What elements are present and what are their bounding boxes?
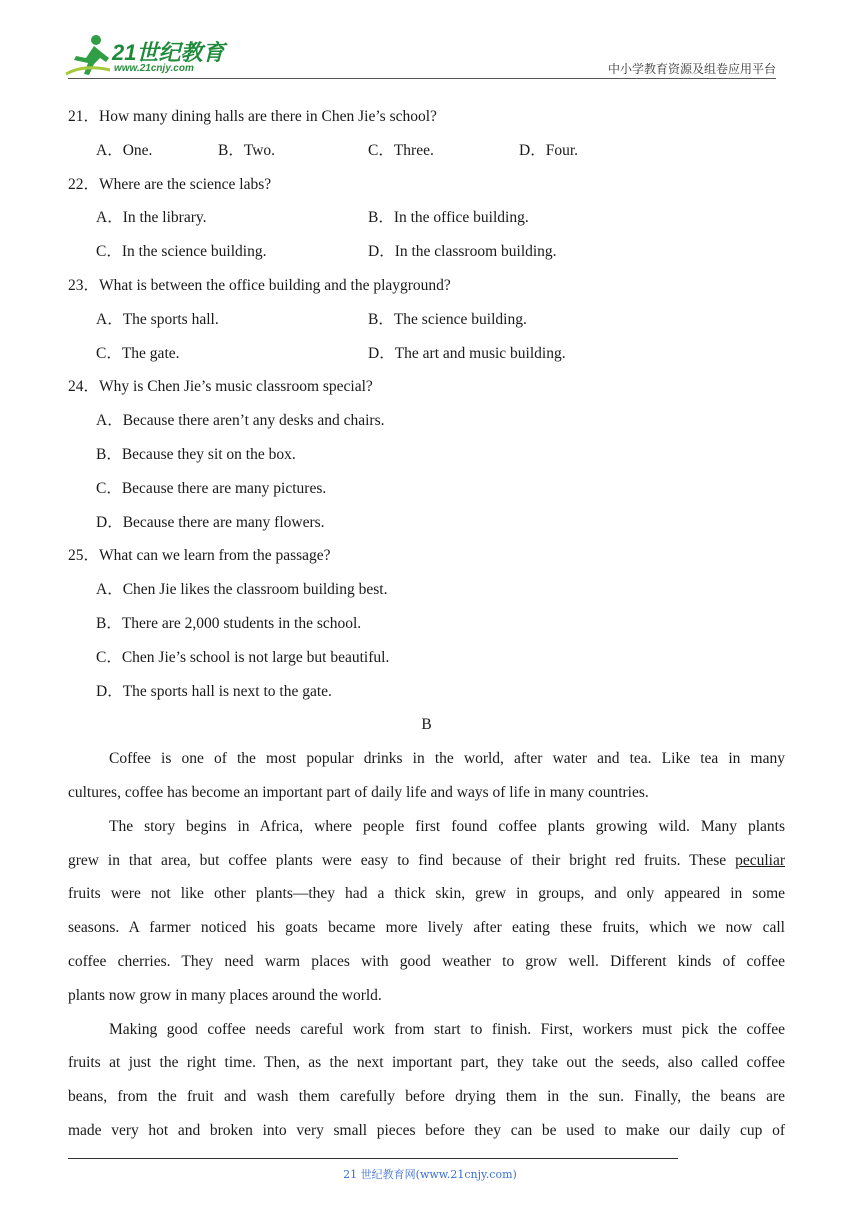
passage-line: made very hot and broken into very small pieces before they can be used to make our daily cup of	[68, 1121, 785, 1139]
logo-url-text: www.21cnjy.com	[114, 63, 194, 74]
option-c: C．Because there are many pictures.	[96, 479, 327, 497]
question-number: 25．	[68, 547, 100, 565]
question-text: How many dining halls are there in Chen Jie’s school?	[99, 108, 437, 125]
option-b: B．There are 2,000 students in the school.	[96, 614, 362, 632]
passage-line: coffee cherries. They need warm places with good weather to grow well. Different kinds of coffee	[68, 952, 785, 970]
option-b: B．In the office building.	[368, 209, 529, 227]
passage-line: beans, from the fruit and wash them carefully before drying them in the sun. Finally, the beans are	[68, 1088, 785, 1106]
question-21-options	[68, 134, 785, 168]
option-c: C．The gate.	[96, 344, 180, 362]
option-d: D．The art and music building.	[368, 344, 566, 362]
passage-line-with-underline	[68, 844, 785, 878]
passage-line: plants now grow in many places around the world.	[68, 986, 382, 1004]
option-a: A．One.	[96, 141, 153, 159]
page-header	[0, 0, 860, 80]
option-a: A．The sports hall.	[96, 310, 219, 328]
passage-line: fruits at just the right time. Then, as the next important part, they take out the seeds, also called coffee	[68, 1054, 785, 1072]
option-c: C．Chen Jie’s school is not large but beautiful.	[96, 648, 390, 666]
question-22	[68, 168, 785, 202]
question-number: 24．	[68, 378, 100, 396]
question-number: 21．	[68, 108, 100, 125]
question-22-options-row2	[68, 235, 785, 269]
question-number: 23．	[68, 276, 100, 294]
option-a: A．Because there aren’t any desks and chairs.	[96, 412, 385, 430]
document-body	[68, 100, 785, 1148]
question-text: What is between the office building and the playground?	[99, 276, 451, 294]
header-platform-text: 中小学教育资源及组卷应用平台	[607, 62, 776, 76]
option-a: A．In the library.	[96, 209, 207, 227]
passage-line: seasons. A farmer noticed his goats became more lively after eating these fruits, which we now call	[68, 919, 785, 937]
option-c: C．Three.	[368, 141, 434, 159]
footer-divider	[68, 1158, 678, 1159]
option-d: D．The sports hall is next to the gate.	[96, 682, 332, 700]
question-25	[68, 539, 785, 573]
passage-line: The story begins in Africa, where people first found coffee plants growing wild. Many plants	[109, 817, 785, 835]
question-number: 22．	[68, 175, 100, 193]
option-b: B．Because they sit on the box.	[96, 445, 296, 463]
question-24	[68, 370, 785, 404]
page-footer: 21 世纪教育网(www.21cnjy.com)	[343, 1168, 517, 1181]
option-c: C．In the science building.	[96, 243, 267, 261]
passage-line: cultures, coffee has become an important part of daily life and ways of life in many countries.	[68, 783, 649, 801]
question-text: Where are the science labs?	[99, 175, 272, 193]
option-d: D．Four.	[519, 141, 578, 159]
question-23-options-row1	[68, 303, 785, 337]
option-d: D．In the classroom building.	[368, 243, 557, 261]
header-divider	[68, 78, 776, 79]
question-text: What can we learn from the passage?	[99, 547, 331, 565]
option-b: B．The science building.	[368, 310, 527, 328]
option-b: B．Two.	[218, 141, 276, 159]
option-d: D．Because there are many flowers.	[96, 513, 325, 531]
logo-brand-text: 21世纪教育	[112, 40, 225, 65]
option-a: A．Chen Jie likes the classroom building best.	[96, 581, 388, 599]
passage-line: fruits were not like other plants—they had a thick skin, grew in groups, and only appeared in some	[68, 885, 785, 903]
passage-line: Making good coffee needs careful work from start to finish. First, workers must pick the coffee	[109, 1020, 785, 1038]
question-23	[68, 269, 785, 303]
section-label: B	[421, 716, 432, 734]
question-22-options-row1	[68, 201, 785, 235]
question-23-options-row2	[68, 337, 785, 371]
site-logo	[64, 34, 234, 80]
passage-line: Coffee is one of the most popular drinks in the world, after water and tea. Like tea in many	[109, 750, 785, 768]
runner-logo-icon	[64, 34, 112, 78]
underlined-word: peculiar	[735, 851, 785, 869]
question-text: Why is Chen Jie’s music classroom special?	[99, 378, 373, 396]
question-21	[68, 100, 785, 134]
passage-text: grew in that area, but coffee plants were easy to find because of their bright red fruits. These	[68, 851, 727, 869]
